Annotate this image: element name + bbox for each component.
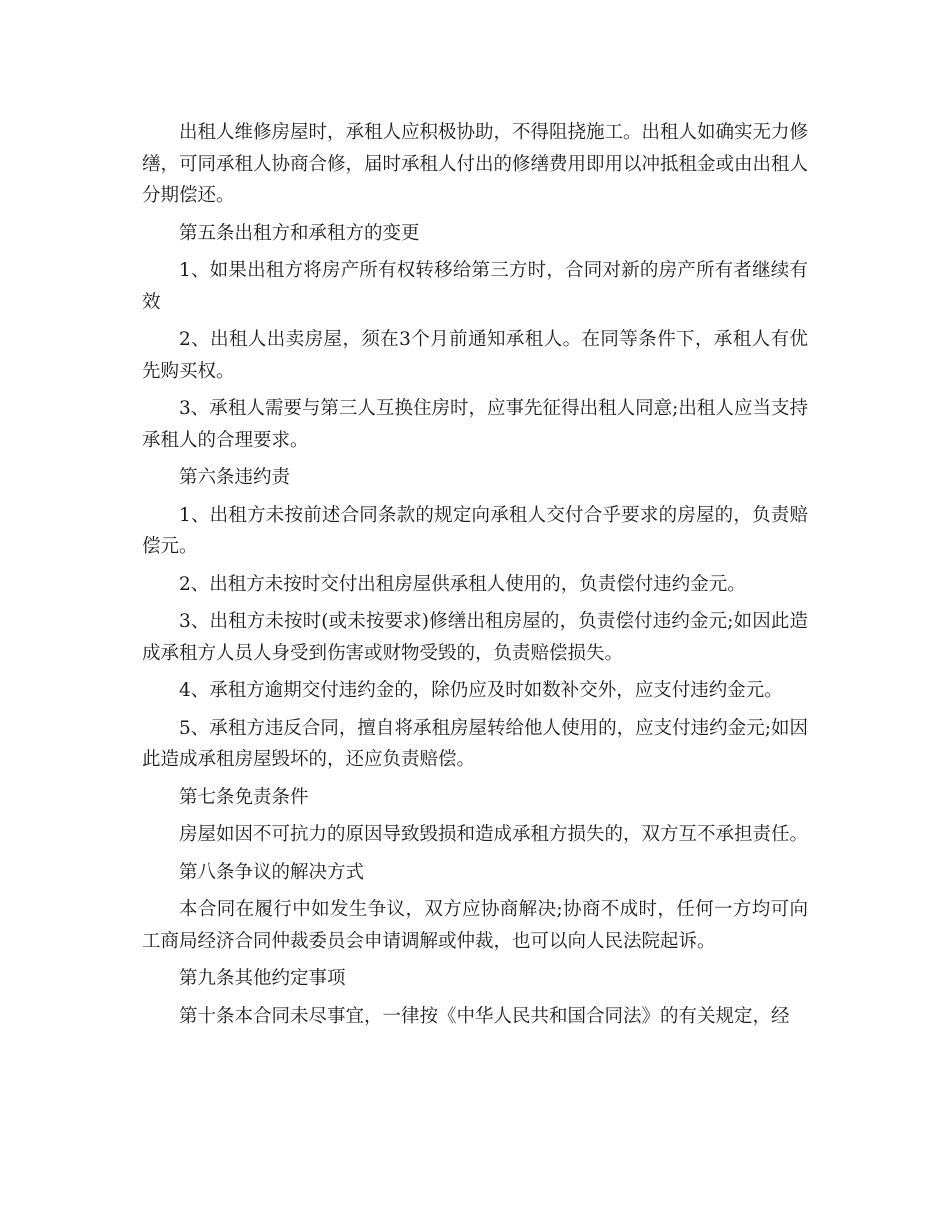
article-10-body: 第十条本合同未尽事宜，一律按《中华人民共和国合同法》的有关规定，经 (179, 1005, 790, 1027)
article-5-clause-2: 2、出租人出卖房屋，须在3个月前通知承租人。在同等条件下，承租人有优先购买权。 (142, 329, 808, 382)
article-8-heading: 第八条争议的解决方式 (179, 861, 365, 883)
article-6-heading: 第六条违约责 (179, 467, 291, 488)
article-6-clause-2: 2、出租方未按时交付出租房屋供承租人使用的，负责偿付违约金元。 (179, 573, 746, 595)
article-5-clause-3: 3、承租人需要与第三人互换住房时，应事先征得出租人同意;出租人应当支持承租人的合理要求。 (142, 398, 808, 451)
article-7-body: 房屋如因不可抗力的原因导致毁损和造成承租方损失的，双方互不承担责任。 (179, 824, 809, 845)
article-6-clause-3: 3、出租方未按时(或未按要求)修缮出租房屋的，负责偿付违约金元;如因此造成承租方人员人身受到伤害或财物受毁的，负责赔偿损失。 (142, 611, 808, 664)
paragraph-repair-cooperation: 出租人维修房屋时，承租人应积极协助，不得阻挠施工。出租人如确实无力修缮，可同承租人协商合修，届时承租人付出的修缮费用即用以冲抵租金或由出租人分期偿还。 (142, 122, 809, 206)
article-9-heading: 第九条其他约定事项 (179, 968, 346, 989)
article-5-heading: 第五条出租方和承租方的变更 (179, 222, 420, 244)
article-7-heading: 第七条免责条件 (179, 786, 309, 808)
article-6-clause-5: 5、承租方违反合同，擅自将承租房屋转给他人使用的，应支付违约金元;如因此造成承租房屋毁坏的，还应负责赔偿。 (142, 717, 808, 770)
article-5-clause-1: 1、如果出租方将房产所有权转移给第三方时，合同对新的房产所有者继续有效 (142, 260, 808, 313)
article-6-clause-4: 4、承租方逾期交付违约金的，除仍应及时如数补交外，应支付违约金元。 (179, 680, 783, 701)
article-6-clause-1: 1、出租方未按前述合同条款的规定向承租人交付合乎要求的房屋的，负责赔偿元。 (142, 504, 808, 557)
article-8-body: 本合同在履行中如发生争议，双方应协商解决;协商不成时，任何一方均可向工商局经济合同仲裁委员会申请调解或仲裁，也可以向人民法院起诉。 (142, 899, 808, 952)
document-body (142, 117, 808, 1038)
